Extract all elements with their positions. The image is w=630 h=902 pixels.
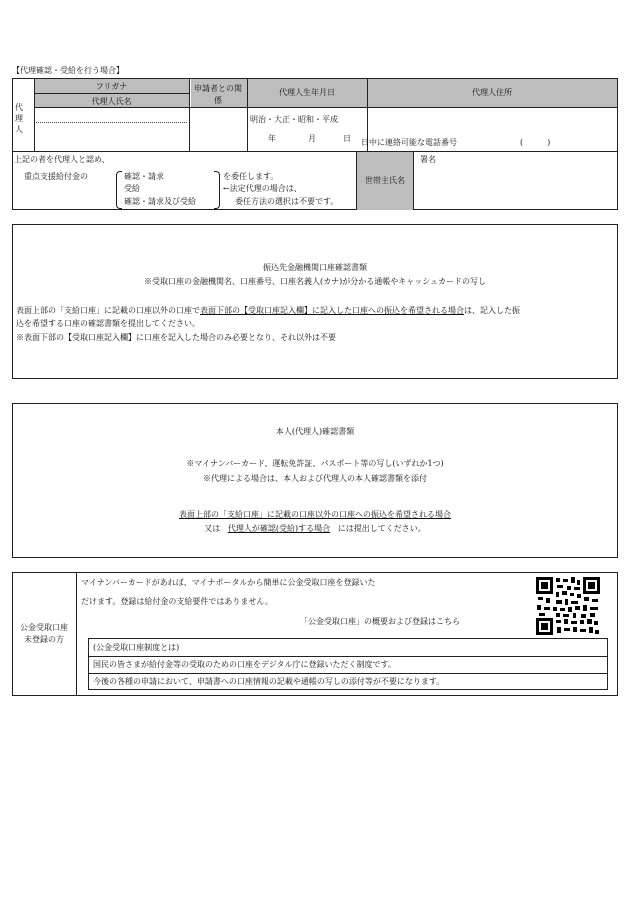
phone-paren: ( ) xyxy=(520,138,551,147)
bank-box-sub: ※受取口座の金融機関名、口座番号、口座名義人(カナ)が分かる通帳やキャッシュカードの写し xyxy=(143,277,487,286)
signature-label: 署名 xyxy=(420,155,436,164)
public-account-text2: だけます。登録は給付金の支給要件ではありません。 xyxy=(81,597,273,606)
day-label: 日 xyxy=(343,134,351,143)
month-label: 月 xyxy=(308,134,316,143)
bank-box-p1c: 込を希望する口座の確認書類を提出してください。 xyxy=(16,319,200,328)
benefit-label: 重点支援給付金の xyxy=(24,172,88,181)
bank-document-box xyxy=(12,224,618,379)
year-label: 年 xyxy=(268,134,276,143)
address-label: 代理人住所 xyxy=(472,88,512,97)
relation-label: 申請者との関係 xyxy=(194,84,242,105)
era-options[interactable]: 明治・大正・昭和・平成 xyxy=(250,115,338,124)
bank-box-p1: 表面上部の「支給口座」に記載の口座以外の口座で表面下部の【受取口座記入欄】に記入した口座への振込を希望される場合は、記入した振 xyxy=(16,306,520,315)
public-account-link[interactable]: 「公金受取口座」の概要および登録はこちら xyxy=(300,617,460,626)
qr-code-icon[interactable] xyxy=(536,577,600,635)
furigana-label: フリガナ xyxy=(95,82,128,91)
id-box-line2: ※代理による場合は、本人および代理人の本人確認書類を添付 xyxy=(203,474,427,483)
id-box-line1: ※マイナンバーカード、運転免許証、パスポート等の写し(いずれか1つ) xyxy=(186,459,444,468)
choice-both[interactable]: 確認・請求及び受給 xyxy=(124,197,196,206)
phone-label: 日中に連絡可能な電話番号 xyxy=(361,138,457,147)
delegate-text: を委任します。 xyxy=(223,172,279,181)
choice-receive[interactable]: 受給 xyxy=(124,184,140,193)
right-bracket xyxy=(214,171,220,209)
public-account-side-label: 公金受取口座 未登録の方 xyxy=(20,623,68,644)
system-text2: 今後の各種の申請において、申請書への口座情報の記載や通帳の写しの添付等が不要になります。 xyxy=(93,677,445,686)
bank-box-p2: ※表面下部の【受取口座記入欄】に口座を記入した場合のみ必要となり、それ以外は不要 xyxy=(16,333,336,342)
id-box-line3: 表面上部の「支給口座」に記載の口座以外の口座への振込を希望される場合 xyxy=(179,510,451,519)
legal-note-1: ←法定代理の場合は、 xyxy=(223,184,302,193)
legal-note-2: 委任方法の選択は不要です。 xyxy=(235,197,339,206)
left-bracket xyxy=(116,171,122,209)
public-account-text1: マイナンバーカードがあれば、マイナポータルから簡単に公金受取口座を登録いた xyxy=(81,578,376,587)
id-box-title: 本人(代理人)確認書類 xyxy=(275,427,355,436)
bank-box-title: 振込先金融機関口座確認書類 xyxy=(263,263,367,272)
birthdate-label: 代理人生年月日 xyxy=(279,88,335,97)
householder-label: 世帯主氏名 xyxy=(365,176,405,185)
system-title: (公金受取口座制度とは) xyxy=(93,643,180,652)
choice-confirm[interactable]: 確認・請求 xyxy=(124,172,164,181)
proxy-section-title: 【代理確認・受給を行う場合】 xyxy=(12,66,124,75)
proxy-label: 代理人 xyxy=(15,103,23,134)
id-box-line4: 又は 代理人が確認(受給)する場合 には提出してください。 xyxy=(204,524,426,533)
delegation-intro: 上記の者を代理人と認め、 xyxy=(14,155,110,164)
proxy-name-label: 代理人氏名 xyxy=(91,97,132,106)
system-text1: 国民の皆さまが給付金等の受取のための口座をデジタル庁に登録いただく制度です。 xyxy=(93,660,396,669)
